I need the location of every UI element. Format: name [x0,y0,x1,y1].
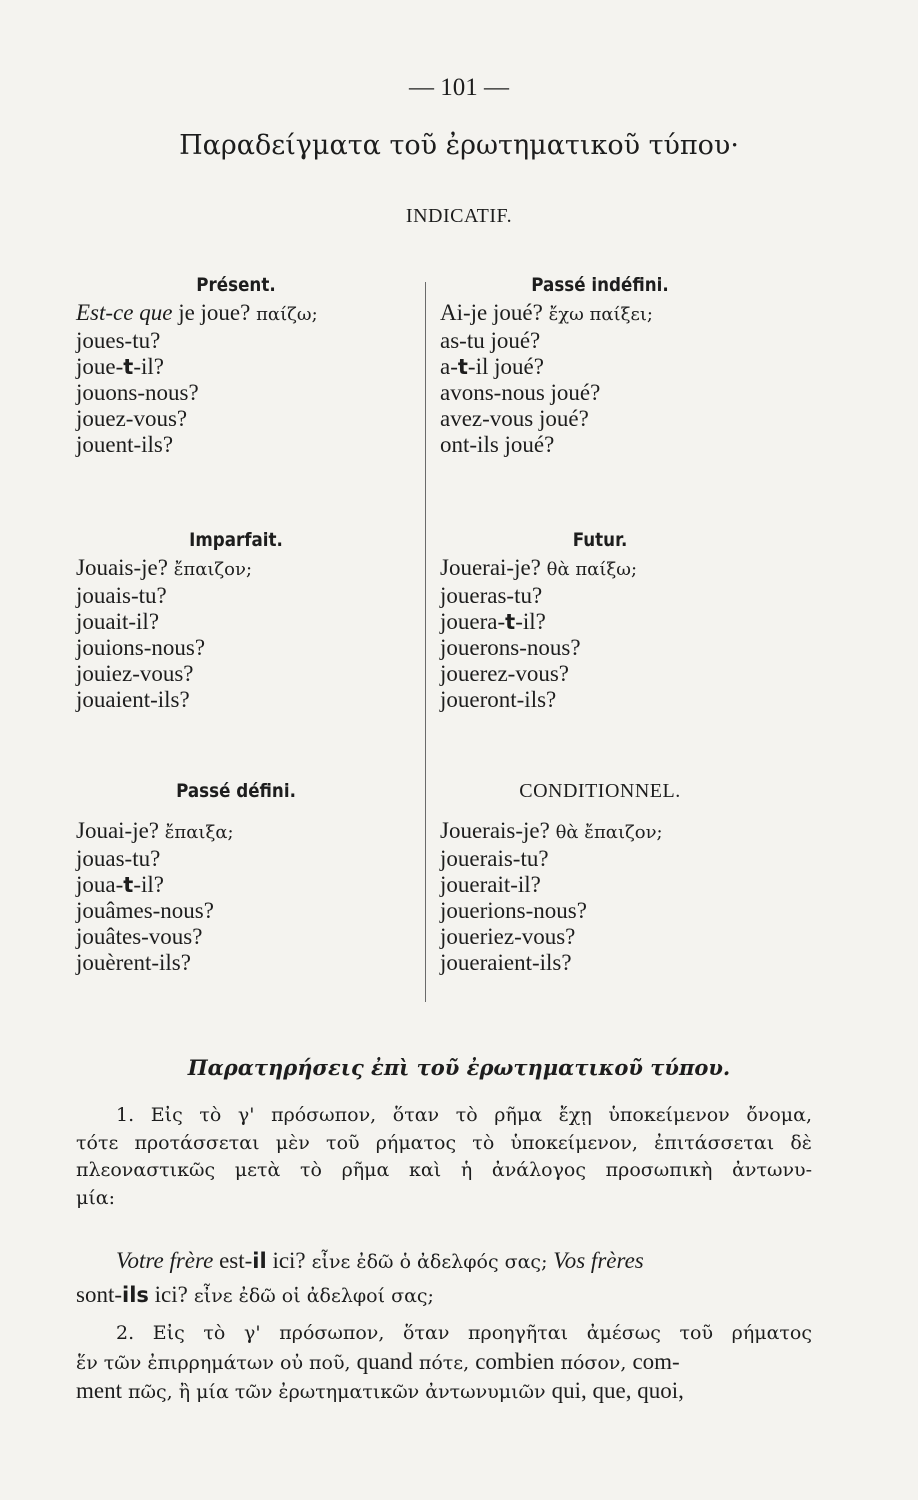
imparfait-first-line: Jouais-je? ἔπαιζον; [76,555,253,580]
imparfait-block [76,525,446,713]
passe-defini-first-line: Jouai-je? ἔπαιξα; [76,818,234,843]
passe-indefini-first-line: Ai-je joué? ἔχω παίξει; [440,300,653,325]
passe-defini-block [76,776,446,976]
passe-indefini-heading: Passé indéfini. [531,274,669,296]
passe-defini-line: joua-t-il? [76,872,164,897]
page-number: — 101 — [409,74,509,101]
obs2-line: ment πῶς, ἢ μία τῶν ἐρωτηματικῶν ἀντωνυμιῶν qui, que, quoi, [76,1378,684,1403]
obs1-line: 1. Εἰς τὸ γ' πρόσωπον, ὅταν τὸ ρῆμα ἔχῃ ὑποκείμενον ὄνομα, [116,1104,812,1126]
imparfait-line: jouiez-vous? [76,661,194,686]
passe-defini-line: jouas-tu? [76,846,161,871]
observations-title: Παρατηρήσεις ἐπὶ τοῦ ἐρωτηματικοῦ τύπου. [187,1055,731,1080]
obs1-line: τότε προτάσσεται μὲν τοῦ ρήματος τὸ ὑποκείμενον, ἐπιτάσσεται δὲ [76,1131,812,1154]
present-line: jouez-vous? [76,406,188,431]
present-line: joue-t-il? [76,354,164,379]
imparfait-line: jouions-nous? [76,635,206,660]
futur-line: jouerez-vous? [440,661,569,686]
conditionnel-line: jouerions-nous? [440,898,587,923]
conditionnel-block [440,776,810,976]
passe-indefini-line: ont-ils joué? [440,432,555,457]
observation-1 [76,1102,812,1212]
imparfait-line: jouait-il? [76,609,160,634]
passe-indefini-line: a-t-il joué? [440,354,544,379]
futur-first-line: Jouerai-je? θὰ παίξω; [440,555,638,580]
page-title: Παραδείγματα τοῦ ἐρωτηματικοῦ τύπου· [179,130,739,161]
example-line: sont-ils ici? εἶνε ἐδῶ οἱ ἀδελφοί σας; [76,1281,434,1307]
present-heading: Présent. [196,274,276,296]
imparfait-heading: Imparfait. [189,529,283,551]
obs2-line: 2. Εἰς τὸ γ' πρόσωπον, ὅταν προηγῆται ἀμέσως τοῦ ρήματος [116,1322,812,1344]
conditionnel-line: joueriez-vous? [440,924,576,949]
obs1-line: μία: [76,1186,116,1209]
passe-defini-line: jouâmes-nous? [76,898,214,923]
present-line: jouons-nous? [76,380,199,405]
passe-indefini-block [440,270,810,458]
present-block [76,270,446,458]
conditionnel-first-line: Jouerais-je? θὰ ἔπαιζον; [440,818,663,843]
passe-indefini-line: as-tu joué? [440,328,541,353]
passe-defini-line: jouâtes-vous? [76,924,203,949]
present-line: jouent-ils? [76,432,174,457]
conditionnel-line: joueraient-ils? [440,950,572,975]
conditionnel-heading: CONDITIONNEL. [519,780,681,802]
futur-line: joueras-tu? [440,583,543,608]
futur-line: joueront-ils? [440,687,557,712]
mood-indicatif: INDICATIF. [405,205,513,227]
futur-block [440,525,810,713]
observation-2 [76,1320,812,1407]
example-line: Votre frère est-il ici? εἶνε ἐδῶ ὁ ἀδελφός σας; Vos frères [116,1248,644,1273]
obs2-line: ἕν τῶν ἐπιρρημάτων οὐ ποῦ, quand πότε, combien πόσον, com- [76,1348,680,1374]
passe-indefini-line: avez-vous joué? [440,406,589,431]
conditionnel-line: jouerait-il? [440,872,541,897]
imparfait-line: jouais-tu? [76,583,167,608]
obs1-line: πλεοναστικῶς μετὰ τὸ ρῆμα καὶ ἡ ἀνάλογος προσωπικὴ ἀντωνυ- [76,1159,812,1181]
passe-defini-heading: Passé défini. [176,780,296,802]
futur-heading: Futur. [572,529,628,551]
present-first-line: Est-ce que je joue? παίζω; [76,300,318,325]
futur-line: jouera-t-il? [440,609,546,634]
passe-defini-line: jouèrent-ils? [76,950,191,975]
example-block [76,1247,812,1310]
imparfait-line: jouaient-ils? [76,687,190,712]
futur-line: jouerons-nous? [440,635,581,660]
conditionnel-line: jouerais-tu? [440,846,549,871]
passe-indefini-line: avons-nous joué? [440,380,601,405]
present-line: joues-tu? [76,328,161,353]
